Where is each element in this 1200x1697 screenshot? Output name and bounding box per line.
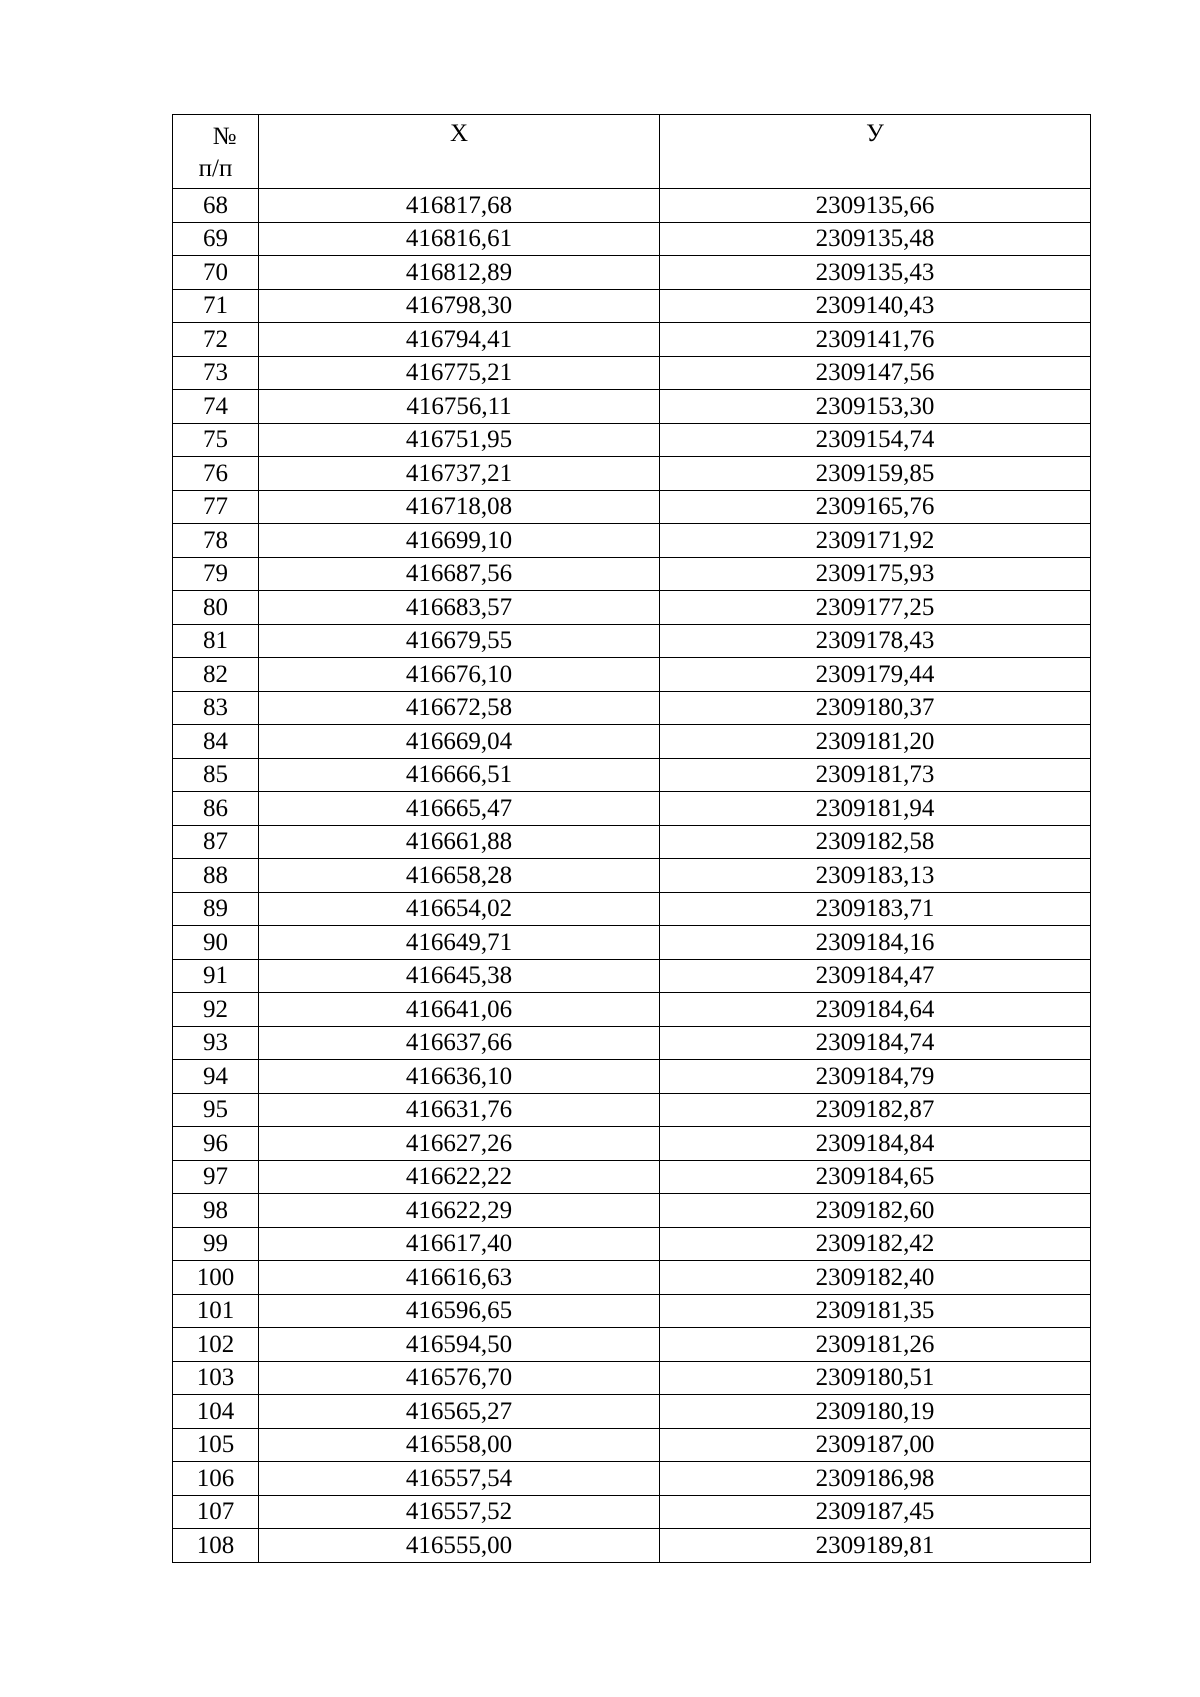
- table-row: [173, 457, 1091, 491]
- cell-y: 2309171,92: [660, 524, 1091, 558]
- cell-number: 70: [173, 256, 259, 290]
- cell-x: 416631,76: [259, 1093, 660, 1127]
- cell-number: 96: [173, 1127, 259, 1161]
- cell-y: 2309187,45: [660, 1495, 1091, 1529]
- table-row: [173, 1194, 1091, 1228]
- cell-number: 103: [173, 1361, 259, 1395]
- table-row: [173, 524, 1091, 558]
- table-row: [173, 1060, 1091, 1094]
- table-row: [173, 624, 1091, 658]
- cell-number: 88: [173, 859, 259, 893]
- cell-x: 416683,57: [259, 591, 660, 625]
- cell-y: 2309180,51: [660, 1361, 1091, 1395]
- cell-y: 2309186,98: [660, 1462, 1091, 1496]
- table-row: [173, 1026, 1091, 1060]
- cell-x: 416817,68: [259, 189, 660, 223]
- cell-y: 2309181,73: [660, 758, 1091, 792]
- table-body: [173, 189, 1091, 1563]
- cell-number: 105: [173, 1428, 259, 1462]
- cell-x: 416737,21: [259, 457, 660, 491]
- table-row: [173, 1160, 1091, 1194]
- cell-y: 2309187,00: [660, 1428, 1091, 1462]
- cell-x: 416616,63: [259, 1261, 660, 1295]
- cell-number: 87: [173, 825, 259, 859]
- cell-number: 104: [173, 1395, 259, 1429]
- cell-y: 2309180,37: [660, 691, 1091, 725]
- cell-y: 2309178,43: [660, 624, 1091, 658]
- cell-x: 416558,00: [259, 1428, 660, 1462]
- cell-y: 2309159,85: [660, 457, 1091, 491]
- cell-x: 416622,22: [259, 1160, 660, 1194]
- cell-number: 108: [173, 1529, 259, 1563]
- cell-x: 416679,55: [259, 624, 660, 658]
- cell-y: 2309184,79: [660, 1060, 1091, 1094]
- cell-x: 416794,41: [259, 323, 660, 357]
- cell-x: 416555,00: [259, 1529, 660, 1563]
- cell-y: 2309153,30: [660, 390, 1091, 424]
- cell-y: 2309184,16: [660, 926, 1091, 960]
- cell-number: 94: [173, 1060, 259, 1094]
- cell-number: 93: [173, 1026, 259, 1060]
- cell-x: 416751,95: [259, 423, 660, 457]
- header-number: [173, 115, 259, 189]
- cell-number: 77: [173, 490, 259, 524]
- header-number-symbol: №: [212, 123, 237, 150]
- cell-x: 416649,71: [259, 926, 660, 960]
- table-row: [173, 323, 1091, 357]
- table-row: [173, 658, 1091, 692]
- cell-x: 416798,30: [259, 289, 660, 323]
- cell-x: 416636,10: [259, 1060, 660, 1094]
- cell-y: 2309182,60: [660, 1194, 1091, 1228]
- cell-number: 90: [173, 926, 259, 960]
- cell-y: 2309182,42: [660, 1227, 1091, 1261]
- cell-y: 2309135,48: [660, 222, 1091, 256]
- cell-x: 416645,38: [259, 959, 660, 993]
- table-row: [173, 423, 1091, 457]
- cell-x: 416756,11: [259, 390, 660, 424]
- header-y: У: [660, 115, 1091, 189]
- table-row: [173, 825, 1091, 859]
- cell-number: 82: [173, 658, 259, 692]
- table-row: [173, 892, 1091, 926]
- cell-x: 416622,29: [259, 1194, 660, 1228]
- table-row: [173, 256, 1091, 290]
- cell-number: 102: [173, 1328, 259, 1362]
- cell-y: 2309181,35: [660, 1294, 1091, 1328]
- table-row: [173, 758, 1091, 792]
- cell-y: 2309135,66: [660, 189, 1091, 223]
- cell-y: 2309182,87: [660, 1093, 1091, 1127]
- cell-y: 2309135,43: [660, 256, 1091, 290]
- cell-y: 2309140,43: [660, 289, 1091, 323]
- cell-y: 2309183,71: [660, 892, 1091, 926]
- table-row: [173, 691, 1091, 725]
- table-row: [173, 1395, 1091, 1429]
- table-row: [173, 490, 1091, 524]
- cell-x: 416557,54: [259, 1462, 660, 1496]
- cell-y: 2309182,40: [660, 1261, 1091, 1295]
- cell-x: 416596,65: [259, 1294, 660, 1328]
- table-row: [173, 1093, 1091, 1127]
- cell-number: 78: [173, 524, 259, 558]
- cell-number: 107: [173, 1495, 259, 1529]
- cell-y: 2309182,58: [660, 825, 1091, 859]
- cell-number: 71: [173, 289, 259, 323]
- cell-number: 86: [173, 792, 259, 826]
- cell-y: 2309175,93: [660, 557, 1091, 591]
- table-row: [173, 1294, 1091, 1328]
- table-row: [173, 289, 1091, 323]
- header-row: [173, 115, 1091, 189]
- cell-x: 416775,21: [259, 356, 660, 390]
- cell-y: 2309141,76: [660, 323, 1091, 357]
- header-x: Х: [259, 115, 660, 189]
- cell-y: 2309181,94: [660, 792, 1091, 826]
- cell-y: 2309165,76: [660, 490, 1091, 524]
- cell-x: 416565,27: [259, 1395, 660, 1429]
- table-row: [173, 926, 1091, 960]
- cell-y: 2309184,65: [660, 1160, 1091, 1194]
- cell-number: 101: [173, 1294, 259, 1328]
- cell-number: 83: [173, 691, 259, 725]
- cell-number: 91: [173, 959, 259, 993]
- cell-x: 416557,52: [259, 1495, 660, 1529]
- table-row: [173, 1127, 1091, 1161]
- table-row: [173, 859, 1091, 893]
- table-row: [173, 1361, 1091, 1395]
- cell-x: 416665,47: [259, 792, 660, 826]
- cell-number: 85: [173, 758, 259, 792]
- table-row: [173, 591, 1091, 625]
- header-number-abbrev: п/п: [198, 155, 233, 182]
- cell-number: 68: [173, 189, 259, 223]
- table-row: [173, 1495, 1091, 1529]
- cell-y: 2309183,13: [660, 859, 1091, 893]
- cell-y: 2309184,84: [660, 1127, 1091, 1161]
- cell-number: 72: [173, 323, 259, 357]
- cell-x: 416672,58: [259, 691, 660, 725]
- cell-y: 2309179,44: [660, 658, 1091, 692]
- cell-x: 416699,10: [259, 524, 660, 558]
- cell-number: 97: [173, 1160, 259, 1194]
- cell-x: 416637,66: [259, 1026, 660, 1060]
- cell-y: 2309184,47: [660, 959, 1091, 993]
- table-row: [173, 390, 1091, 424]
- table-row: [173, 1328, 1091, 1362]
- cell-x: 416661,88: [259, 825, 660, 859]
- cell-x: 416676,10: [259, 658, 660, 692]
- cell-x: 416576,70: [259, 1361, 660, 1395]
- table-row: [173, 993, 1091, 1027]
- table-row: [173, 725, 1091, 759]
- cell-y: 2309184,64: [660, 993, 1091, 1027]
- table-row: [173, 1529, 1091, 1563]
- cell-x: 416594,50: [259, 1328, 660, 1362]
- cell-x: 416627,26: [259, 1127, 660, 1161]
- cell-number: 81: [173, 624, 259, 658]
- table-row: [173, 1261, 1091, 1295]
- cell-number: 73: [173, 356, 259, 390]
- cell-number: 69: [173, 222, 259, 256]
- table-row: [173, 189, 1091, 223]
- table-row: [173, 1428, 1091, 1462]
- cell-number: 99: [173, 1227, 259, 1261]
- cell-y: 2309147,56: [660, 356, 1091, 390]
- cell-x: 416641,06: [259, 993, 660, 1027]
- cell-x: 416816,61: [259, 222, 660, 256]
- table-row: [173, 356, 1091, 390]
- cell-x: 416687,56: [259, 557, 660, 591]
- coordinates-table: [172, 114, 1091, 1563]
- cell-number: 106: [173, 1462, 259, 1496]
- cell-x: 416658,28: [259, 859, 660, 893]
- table-row: [173, 959, 1091, 993]
- cell-number: 79: [173, 557, 259, 591]
- table-header: [173, 115, 1091, 189]
- table-row: [173, 557, 1091, 591]
- cell-x: 416666,51: [259, 758, 660, 792]
- cell-y: 2309181,26: [660, 1328, 1091, 1362]
- cell-y: 2309181,20: [660, 725, 1091, 759]
- cell-y: 2309154,74: [660, 423, 1091, 457]
- cell-number: 74: [173, 390, 259, 424]
- table-row: [173, 222, 1091, 256]
- cell-number: 98: [173, 1194, 259, 1228]
- cell-number: 84: [173, 725, 259, 759]
- cell-x: 416669,04: [259, 725, 660, 759]
- cell-x: 416617,40: [259, 1227, 660, 1261]
- cell-number: 75: [173, 423, 259, 457]
- cell-number: 95: [173, 1093, 259, 1127]
- cell-y: 2309189,81: [660, 1529, 1091, 1563]
- table-row: [173, 1462, 1091, 1496]
- table-row: [173, 792, 1091, 826]
- cell-y: 2309177,25: [660, 591, 1091, 625]
- cell-number: 89: [173, 892, 259, 926]
- cell-x: 416654,02: [259, 892, 660, 926]
- cell-number: 92: [173, 993, 259, 1027]
- cell-y: 2309184,74: [660, 1026, 1091, 1060]
- cell-number: 76: [173, 457, 259, 491]
- cell-x: 416812,89: [259, 256, 660, 290]
- table-row: [173, 1227, 1091, 1261]
- cell-x: 416718,08: [259, 490, 660, 524]
- cell-y: 2309180,19: [660, 1395, 1091, 1429]
- cell-number: 100: [173, 1261, 259, 1295]
- cell-number: 80: [173, 591, 259, 625]
